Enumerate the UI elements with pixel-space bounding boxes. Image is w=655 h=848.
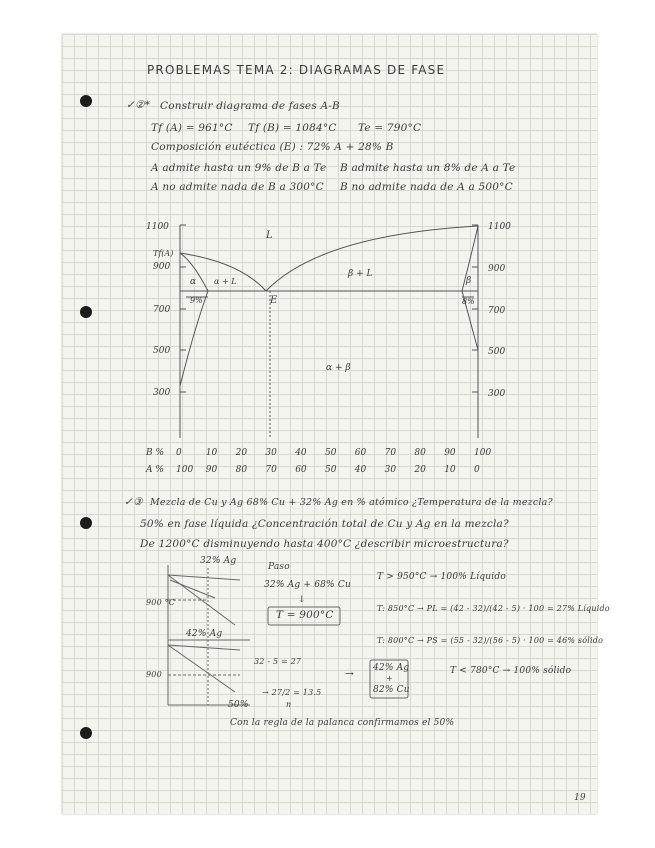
problem-3-number: ✓③ (124, 496, 143, 508)
result-2: T: 850°C → PL = (42 - 32)/(42 - 5) · 100 = 27% Líquido (377, 604, 610, 613)
region-l: L (266, 230, 273, 241)
paso-label: Paso (268, 562, 290, 572)
b-percent-value: 20 (235, 448, 248, 458)
tick-left-900: 900 (153, 262, 171, 272)
region-beta-l: β + L (348, 269, 373, 279)
label-9pct: 9% (190, 296, 203, 305)
ag-box-top: 42% Ag (373, 663, 410, 673)
arrow-right: → (345, 668, 354, 680)
problem-2-statement: Construir diagrama de fases A-B (160, 100, 340, 112)
b-percent-value: 10 (205, 448, 218, 458)
tick-right-300: 300 (488, 389, 506, 399)
a-percent-value: 50 (325, 465, 337, 475)
region-beta: β (466, 276, 472, 286)
label-8pct: 8% (462, 297, 475, 306)
b-percent-value: 80 (414, 448, 426, 458)
a-percent-value: 20 (414, 465, 426, 475)
tick-right-500: 500 (488, 347, 506, 357)
calc-n: n (286, 700, 292, 709)
b-percent-value: 40 (295, 448, 307, 458)
b-none: B no admite nada de A a 500°C (340, 181, 513, 193)
point-e: E (270, 295, 278, 306)
a-admits: A admite hasta un 9% de B a Te (151, 162, 327, 174)
tick-right-1100: 1100 (488, 222, 511, 232)
tick-left-700: 700 (153, 305, 171, 315)
sketch2-temp: 900 (146, 670, 162, 679)
te: Te = 790°C (358, 122, 422, 134)
tf-a: Tf (A) = 961°C (151, 122, 233, 134)
b-percent-value: 30 (265, 448, 277, 458)
calc-b: → 27/2 = 13.5 (262, 688, 322, 697)
ag-box-plus: + (386, 674, 393, 683)
arrow-down: ↓ (298, 595, 306, 605)
b-percent-value: 50 (325, 448, 337, 458)
b-percent-value: 90 (444, 448, 456, 458)
tick-left-1100: 1100 (146, 222, 169, 232)
problem-3-line3: De 1200°C disminuyendo hasta 400°C ¿describir microestructura? (140, 538, 509, 550)
mix-label: 32% Ag + 68% Cu (264, 580, 351, 590)
a-percent-value: 10 (444, 465, 456, 475)
a-percent-value: 80 (235, 465, 248, 475)
tick-left-300: 300 (153, 388, 171, 398)
calc-a: 32 - 5 = 27 (254, 657, 302, 666)
tick-left-500: 500 (153, 346, 171, 356)
ag-box-bottom: 82% Cu (373, 685, 410, 695)
sketch1-label: 32% Ag (200, 556, 237, 566)
eutectic-composition: Composición eutéctica (E) : 72% A + 28% B (151, 141, 394, 153)
a-percent-value: 100 (176, 465, 194, 475)
tick-left-tfa: Tf(A) (153, 249, 174, 258)
row-a-label: A % (146, 465, 164, 475)
page-title: PROBLEMAS TEMA 2: DIAGRAMAS DE FASE (147, 63, 446, 77)
result-1: T > 950°C → 100% Líquido (377, 572, 506, 582)
b-percent-value: 60 (354, 448, 367, 458)
t-result: T = 900°C (276, 609, 334, 621)
result-3: T: 800°C → PS = (55 - 32)/(56 - 5) · 100 = 46% sólido (377, 636, 604, 645)
tick-right-700: 700 (488, 306, 506, 316)
page-number: 19 (574, 793, 586, 803)
fifty-pct: 50% (228, 700, 249, 710)
result-4: T < 780°C → 100% sólido (450, 666, 572, 676)
problem-3-line2: 50% en fase líquida ¿Concentración total de Cu y Ag en la mezcla? (140, 518, 509, 530)
a-percent-value: 90 (205, 465, 218, 475)
a-percent-value: 30 (384, 465, 397, 475)
tf-b: Tf (B) = 1084°C (248, 122, 337, 134)
sketch1-temp: 900 °C (146, 598, 176, 607)
problem-2-number: ✓②* (126, 99, 151, 111)
sketch2-label: 42% Ag (186, 629, 223, 639)
b-admits: B admite hasta un 8% de A a Te (340, 162, 516, 174)
row-b-label: B % (146, 448, 165, 458)
a-percent-value: 70 (265, 465, 277, 475)
tick-right-900: 900 (488, 264, 506, 274)
a-none: A no admite nada de B a 300°C (151, 181, 324, 193)
region-alpha: α (190, 277, 197, 287)
region-alpha-l: α + L (214, 277, 237, 286)
b-percent-value: 100 (474, 448, 492, 458)
lever-note: Con la regla de la palanca confirmamos el 50% (230, 718, 455, 728)
problem-3-line1: Mezcla de Cu y Ag 68% Cu + 32% Ag en % atómico ¿Temperatura de la mezcla? (150, 497, 553, 508)
b-percent-value: 70 (384, 448, 397, 458)
region-alpha-beta: α + β (326, 363, 351, 373)
b-percent-value: 0 (176, 448, 182, 458)
a-percent-value: 60 (295, 465, 307, 475)
a-percent-value: 40 (354, 465, 367, 475)
a-percent-value: 0 (474, 465, 480, 475)
